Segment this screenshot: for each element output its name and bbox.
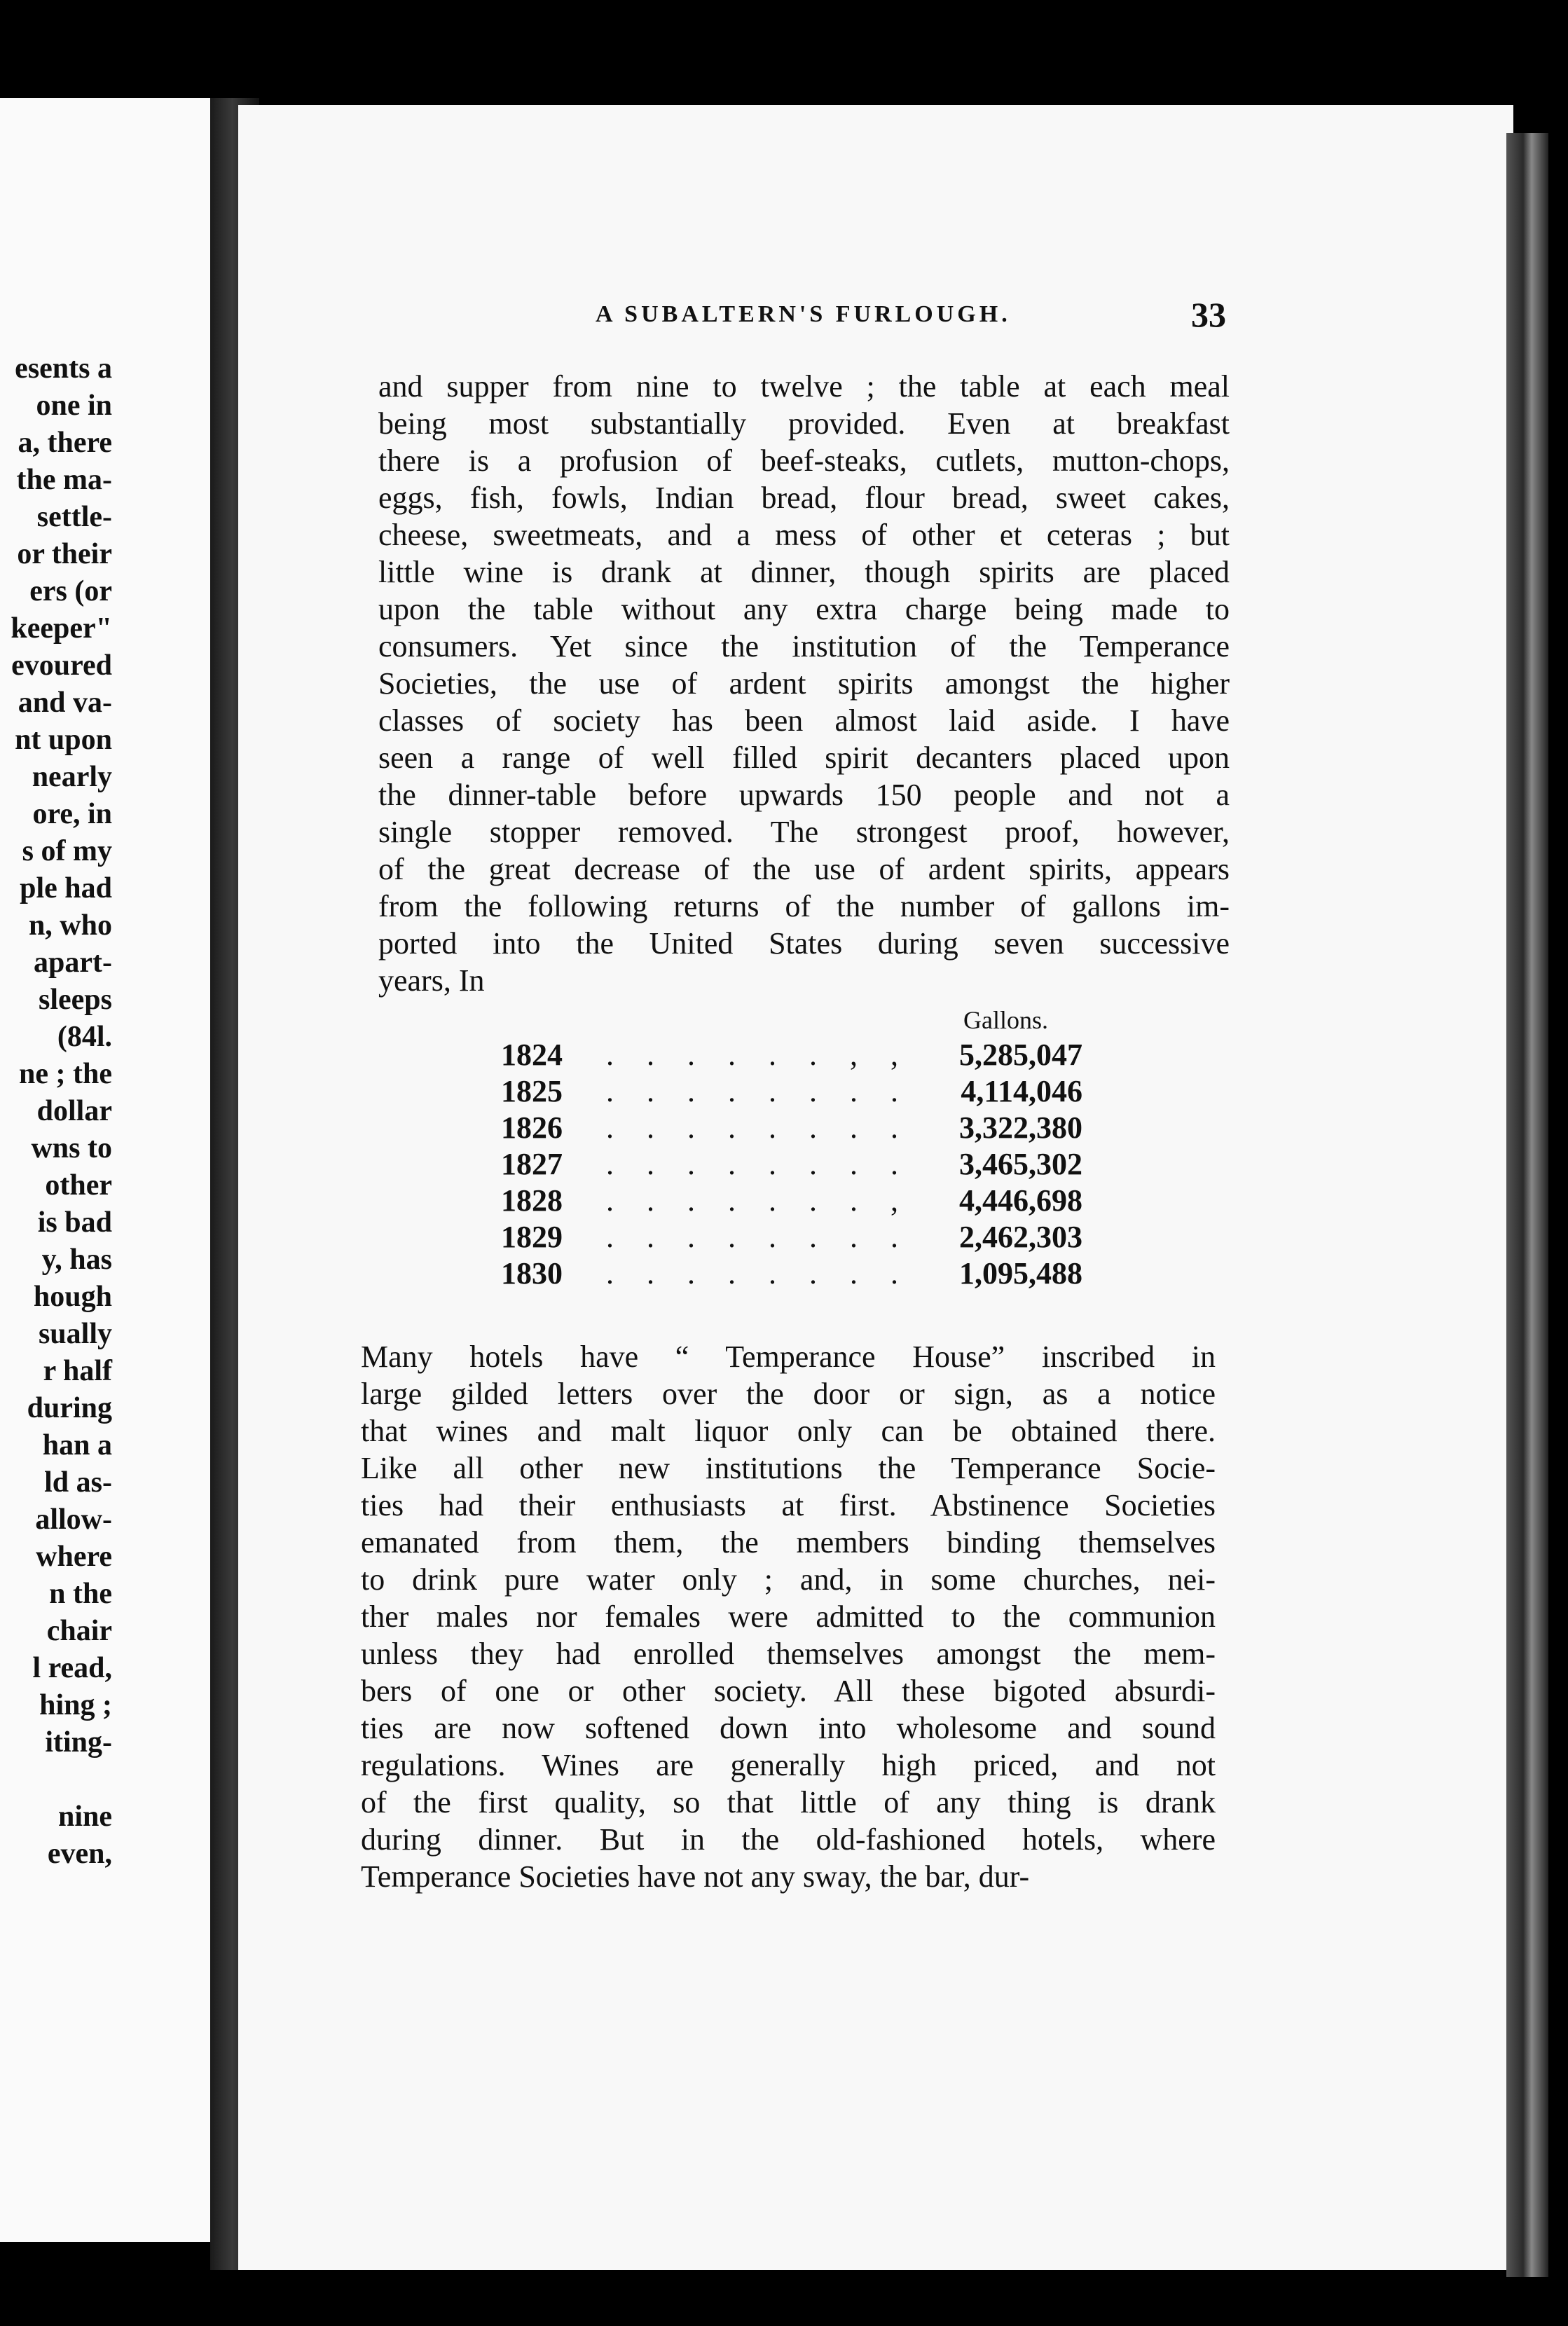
left-page-line: n the bbox=[49, 1578, 112, 1610]
text-line: upon the table without any extra charge being made to bbox=[378, 592, 1230, 626]
left-page-line: r half bbox=[43, 1355, 112, 1387]
left-page-line: iting- bbox=[45, 1726, 112, 1759]
text-line: Many hotels have “ Temperance House” inscribed in bbox=[361, 1340, 1216, 1374]
left-page-line: other bbox=[45, 1169, 112, 1202]
text-line: Temperance Societies have not any sway, the bar, dur- bbox=[361, 1859, 1030, 1894]
table-leader-dots: . . . . . . . , bbox=[606, 1183, 911, 1218]
running-head: A SUBALTERN'S FURLOUGH. bbox=[596, 301, 1011, 327]
text-line: single stopper removed. The strongest proof, however, bbox=[378, 815, 1230, 849]
left-page-line: n, who bbox=[28, 909, 112, 942]
table-row bbox=[501, 1183, 1082, 1219]
text-line: to drink pure water only ; and, in some churches, nei- bbox=[361, 1562, 1216, 1597]
table-gallons: 5,285,047 bbox=[959, 1038, 1082, 1072]
left-page-line: y, has bbox=[41, 1244, 112, 1276]
text-line: cheese, sweetmeats, and a mess of other et ceteras ; but bbox=[378, 518, 1230, 552]
text-line: ties are now softened down into wholesome and sound bbox=[361, 1711, 1216, 1745]
table-gallons: 2,462,303 bbox=[959, 1220, 1082, 1254]
page-edge bbox=[1506, 133, 1548, 2277]
table-row bbox=[501, 1037, 1082, 1073]
left-page-line: during bbox=[27, 1392, 112, 1424]
left-page-line: allow- bbox=[35, 1503, 112, 1536]
table-leader-dots: . . . . . . . . bbox=[606, 1110, 911, 1145]
table-year: 1825 bbox=[501, 1074, 563, 1108]
left-page-line: hing ; bbox=[39, 1689, 112, 1721]
left-page-line: keeper" bbox=[11, 612, 112, 645]
table-year: 1826 bbox=[501, 1110, 563, 1145]
table-gallons: 3,465,302 bbox=[959, 1147, 1082, 1181]
left-page-line: ers (or bbox=[29, 575, 112, 607]
left-page-line: dollar bbox=[36, 1095, 112, 1127]
table-gallons: 3,322,380 bbox=[959, 1110, 1082, 1145]
text-line: ther males nor females were admitted to the communion bbox=[361, 1599, 1216, 1634]
text-line: bers of one or other society. All these bigoted absurdi- bbox=[361, 1674, 1216, 1708]
left-page-line: a, there bbox=[18, 427, 112, 459]
text-line: Like all other new institutions the Temperance Socie- bbox=[361, 1451, 1216, 1485]
left-page-line: chair bbox=[46, 1615, 112, 1647]
left-page-line: hough bbox=[33, 1281, 112, 1313]
text-line: little wine is drank at dinner, though spirits are placed bbox=[378, 555, 1230, 589]
table-leader-dots: . . . . . . . . bbox=[606, 1256, 911, 1291]
table-gallons: 4,446,698 bbox=[959, 1183, 1082, 1218]
left-page-line: apart- bbox=[34, 947, 112, 979]
text-line: ported into the United States during seven successive bbox=[378, 926, 1230, 961]
left-page-line: and va- bbox=[18, 687, 112, 719]
table-year: 1829 bbox=[501, 1220, 563, 1254]
table-leader-dots: . . . . . . . . bbox=[606, 1074, 911, 1108]
table-row bbox=[501, 1219, 1082, 1255]
text-line: emanated from them, the members binding themselves bbox=[361, 1525, 1216, 1560]
paragraph-2 bbox=[361, 1338, 1216, 1895]
text-line: of the first quality, so that little of any thing is drank bbox=[361, 1785, 1216, 1819]
table-row bbox=[501, 1073, 1082, 1110]
table-year: 1828 bbox=[501, 1183, 563, 1218]
left-page-line: ore, in bbox=[32, 798, 112, 830]
table-year: 1824 bbox=[501, 1038, 563, 1072]
left-page-line: even, bbox=[47, 1838, 112, 1870]
left-page-line: nearly bbox=[32, 761, 112, 793]
paragraph-1 bbox=[378, 368, 1230, 999]
text-line: large gilded letters over the door or sign, as a notice bbox=[361, 1377, 1216, 1411]
left-page bbox=[0, 98, 210, 2242]
text-line: seen a range of well filled spirit decanters placed upon bbox=[378, 741, 1230, 775]
left-page-line: the ma- bbox=[16, 464, 112, 496]
left-page-line: sleeps bbox=[39, 984, 112, 1016]
text-line: consumers. Yet since the institution of the Temperance bbox=[378, 629, 1230, 663]
text-line: and supper from nine to twelve ; the table at each meal bbox=[378, 369, 1230, 404]
left-page-line: sually bbox=[38, 1318, 112, 1350]
left-page-line: han a bbox=[42, 1429, 112, 1461]
text-line: Societies, the use of ardent spirits amongst the higher bbox=[378, 666, 1230, 701]
left-page-line: ld as- bbox=[44, 1466, 112, 1499]
left-page-line: or their bbox=[17, 538, 112, 570]
left-page-line: evoured bbox=[11, 649, 112, 682]
left-page-line: l read, bbox=[32, 1652, 112, 1684]
text-line: classes of society has been almost laid aside. I have bbox=[378, 703, 1230, 738]
table-leader-dots: . . . . . . . . bbox=[606, 1147, 911, 1181]
text-line: during dinner. But in the old-fashioned hotels, where bbox=[361, 1822, 1216, 1857]
text-line: of the great decrease of the use of ardent spirits, appears bbox=[378, 852, 1230, 886]
table-gallons: 1,095,488 bbox=[959, 1256, 1082, 1291]
table-leader-dots: . . . . . . . . bbox=[606, 1220, 911, 1254]
text-line: from the following returns of the number of gallons im- bbox=[378, 889, 1230, 923]
left-page-line: ne ; the bbox=[19, 1058, 112, 1090]
table-row bbox=[501, 1110, 1082, 1146]
left-page-line: (84l. bbox=[57, 1021, 112, 1053]
text-line: unless they had enrolled themselves amongst the mem- bbox=[361, 1637, 1216, 1671]
left-page-line: settle- bbox=[36, 501, 112, 533]
table-gallons: 4,114,046 bbox=[961, 1074, 1082, 1108]
left-page-line: where bbox=[36, 1541, 112, 1573]
text-line: that wines and malt liquor only can be obtained there. bbox=[361, 1414, 1216, 1448]
left-page-line: s of my bbox=[22, 835, 112, 867]
text-line: regulations. Wines are generally high priced, and not bbox=[361, 1748, 1216, 1782]
text-line: years, In bbox=[378, 963, 485, 998]
left-page-line: ple had bbox=[20, 872, 112, 904]
text-line: the dinner-table before upwards 150 people and not a bbox=[378, 778, 1230, 812]
text-line: ties had their enthusiasts at first. Abstinence Societies bbox=[361, 1488, 1216, 1522]
table-leader-dots: . . . . . . , , bbox=[606, 1038, 911, 1072]
left-page-line: esents a bbox=[15, 352, 112, 385]
left-page-line: is bad bbox=[37, 1206, 112, 1239]
left-page-line: nt upon bbox=[15, 724, 112, 756]
left-page-line: one in bbox=[36, 390, 112, 422]
text-line: there is a profusion of beef-steaks, cutlets, mutton-chops, bbox=[378, 443, 1230, 478]
gallons-column-header: Gallons. bbox=[963, 1006, 1048, 1034]
table-year: 1830 bbox=[501, 1256, 563, 1291]
left-page-line: wns to bbox=[31, 1132, 112, 1164]
table-row bbox=[501, 1146, 1082, 1183]
text-line: being most substantially provided. Even at breakfast bbox=[378, 406, 1230, 441]
table-year: 1827 bbox=[501, 1147, 563, 1181]
left-page-line: nine bbox=[57, 1801, 112, 1833]
text-line: eggs, fish, fowls, Indian bread, flour bread, sweet cakes, bbox=[378, 481, 1230, 515]
page-number: 33 bbox=[1191, 295, 1226, 334]
table-row bbox=[501, 1255, 1082, 1292]
